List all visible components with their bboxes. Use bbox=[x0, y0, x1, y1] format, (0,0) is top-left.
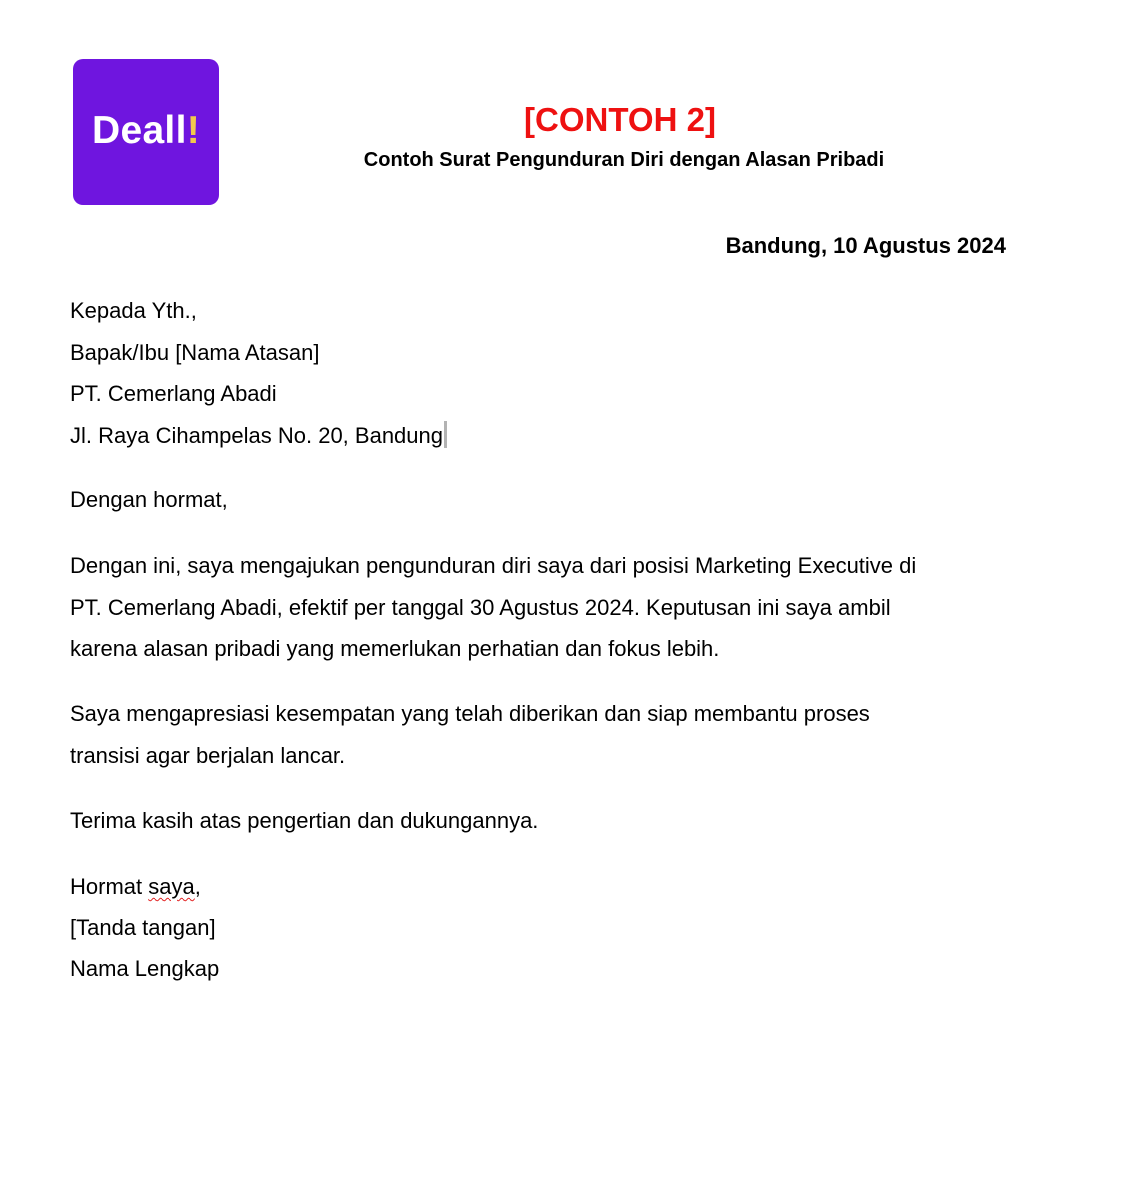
logo-word: Deall bbox=[91, 108, 187, 152]
logo-exclamation: ! bbox=[186, 108, 200, 152]
closing-word: Hormat bbox=[70, 874, 143, 899]
paragraph-line: Saya mengapresiasi kesempatan yang telah diberikan dan siap membantu proses bbox=[70, 701, 870, 726]
spellcheck-word[interactable]: saya bbox=[148, 874, 195, 899]
signature-placeholder: [Tanda tangan] bbox=[70, 915, 216, 940]
paragraph-line: karena alasan pribadi yang memerlukan perhatian dan fokus lebih. bbox=[70, 636, 720, 661]
example-label: [CONTOH 2] bbox=[524, 101, 716, 138]
recipient-company: PT. Cemerlang Abadi bbox=[70, 381, 277, 406]
body-paragraph-1 bbox=[70, 545, 1030, 670]
paragraph-line: PT. Cemerlang Abadi, efektif per tanggal 30 Agustus 2024. Keputusan ini saya ambil bbox=[70, 594, 891, 620]
body-paragraph-2 bbox=[70, 693, 1030, 776]
body-paragraph-3: Terima kasih atas pengertian dan dukungannya. bbox=[70, 808, 539, 833]
paragraph-line: Dengan ini, saya mengajukan pengunduran diri saya dari posisi Marketing Executive di bbox=[70, 553, 917, 578]
place-date: Bandung, 10 Agustus 2024 bbox=[725, 233, 1006, 258]
sender-name: Nama Lengkap bbox=[70, 956, 220, 981]
recipient-address: Jl. Raya Cihampelas No. 20, Bandung bbox=[70, 422, 443, 448]
recipient-address-line[interactable] bbox=[70, 415, 1030, 457]
recipient-name: Bapak/Ibu [Nama Atasan] bbox=[70, 339, 320, 365]
greeting: Dengan hormat, bbox=[70, 487, 228, 512]
closing-block bbox=[70, 866, 1030, 989]
text-cursor bbox=[444, 421, 447, 448]
recipient-block bbox=[70, 290, 1030, 456]
recipient-salutation: Kepada Yth., bbox=[70, 298, 197, 323]
letter-subtitle: Contoh Surat Pengunduran Diri dengan Alasan Pribadi bbox=[363, 149, 885, 171]
closing-comma: , bbox=[194, 874, 201, 899]
closing-phrase bbox=[70, 866, 1030, 907]
paragraph-line: transisi agar berjalan lancar. bbox=[70, 742, 346, 768]
